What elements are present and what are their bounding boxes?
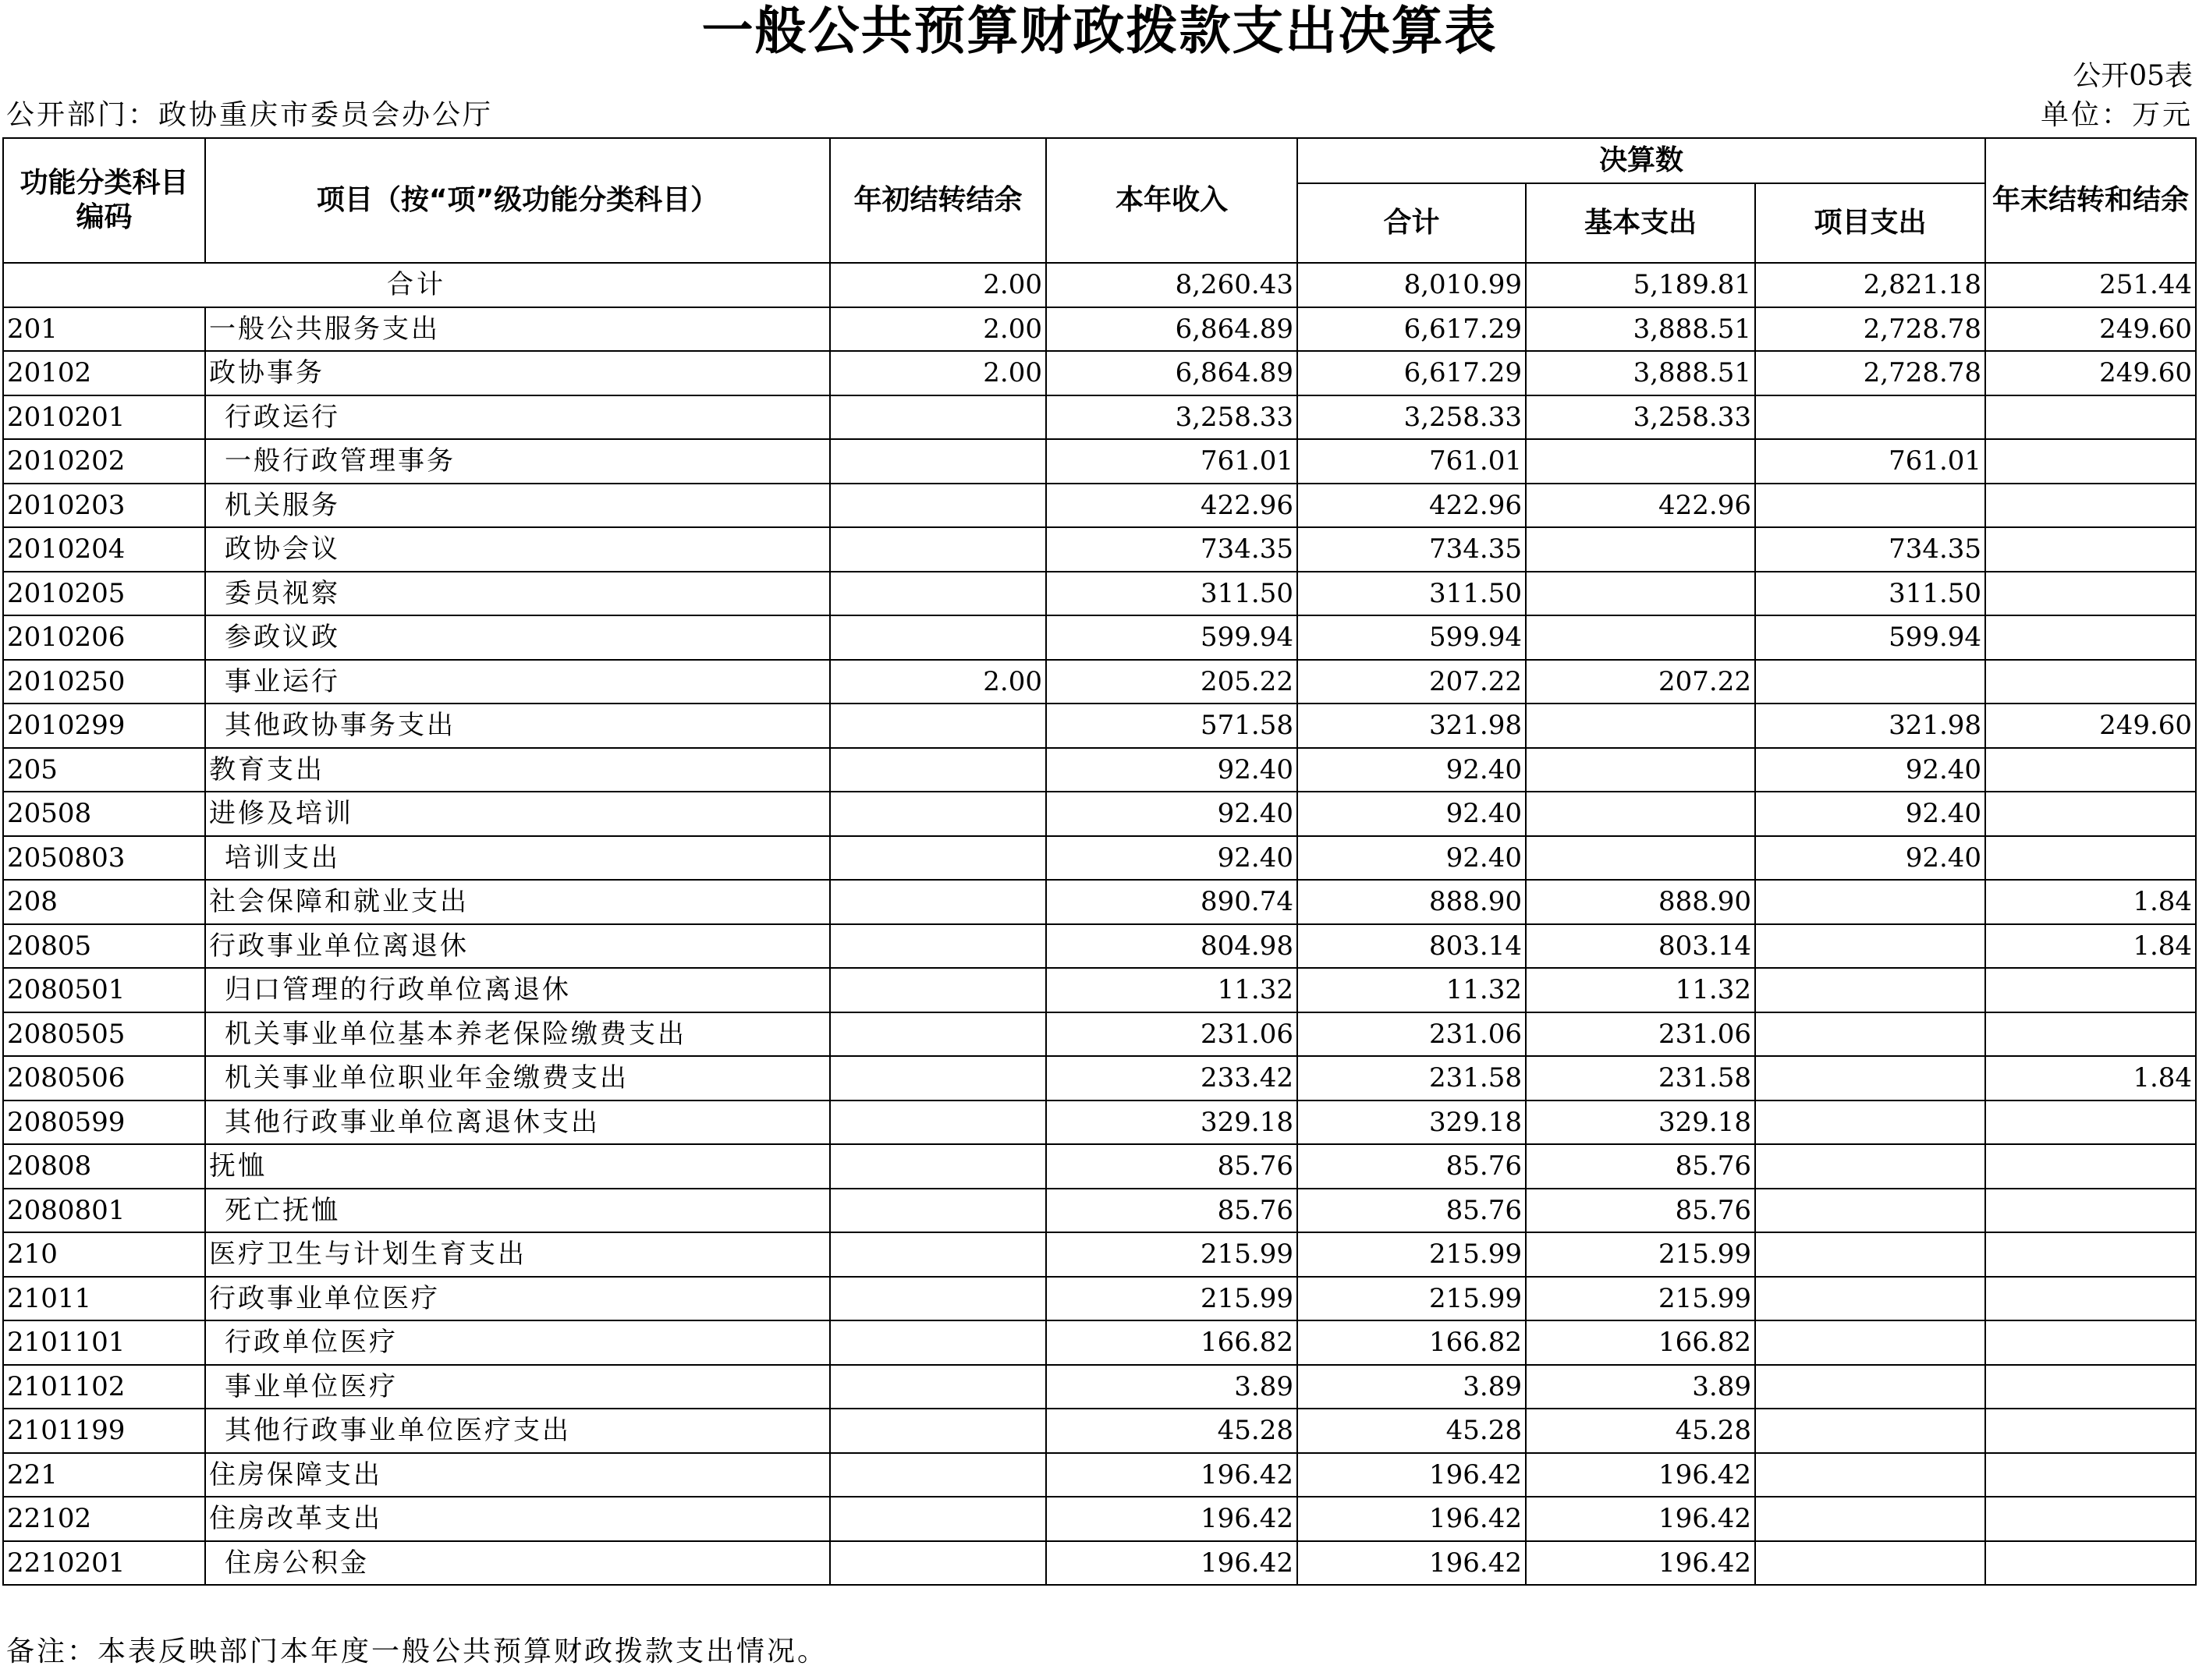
cell-basic: 11.32 [1526, 968, 1755, 1012]
cell-opening [830, 704, 1046, 748]
table-row [3, 1189, 2196, 1233]
cell-opening [830, 1365, 1046, 1409]
cell-code: 2101102 [3, 1365, 205, 1409]
cell-opening [830, 572, 1046, 616]
table-row [3, 307, 2196, 352]
cell-closing [1985, 1232, 2196, 1277]
cell-project [1755, 484, 1985, 528]
cell-total: 215.99 [1297, 1232, 1526, 1277]
table-row [3, 1409, 2196, 1453]
table-row [3, 660, 2196, 704]
cell-basic: 3.89 [1526, 1365, 1755, 1409]
cell-total: 196.42 [1297, 1541, 1526, 1586]
cell-project [1755, 880, 1985, 924]
cell-total: 6,617.29 [1297, 307, 1526, 352]
table-row [3, 527, 2196, 572]
cell-closing [1985, 968, 2196, 1012]
cell-total: 8,010.99 [1297, 263, 1526, 307]
cell-basic: 166.82 [1526, 1320, 1755, 1365]
cell-income: 166.82 [1046, 1320, 1297, 1365]
cell-basic: 85.76 [1526, 1189, 1755, 1233]
cell-code: 2010204 [3, 527, 205, 572]
table-row [3, 615, 2196, 660]
cell-item-name: 政协事务 [205, 351, 830, 395]
cell-income: 205.22 [1046, 660, 1297, 704]
cell-code: 2080505 [3, 1012, 205, 1057]
cell-total: 599.94 [1297, 615, 1526, 660]
cell-income: 8,260.43 [1046, 263, 1297, 307]
cell-closing: 1.84 [1985, 924, 2196, 969]
unit-label: 单位：万元 [2040, 99, 2193, 131]
cell-project [1755, 1056, 1985, 1101]
cell-total: 888.90 [1297, 880, 1526, 924]
cell-code: 2010250 [3, 660, 205, 704]
header-closing-balance: 年末结转和结余 [1985, 138, 2196, 263]
cell-total: 422.96 [1297, 484, 1526, 528]
cell-income: 571.58 [1046, 704, 1297, 748]
cell-income: 231.06 [1046, 1012, 1297, 1057]
cell-opening [830, 924, 1046, 969]
cell-opening [830, 880, 1046, 924]
cell-opening [830, 1144, 1046, 1189]
cell-basic: 5,189.81 [1526, 263, 1755, 307]
cell-project [1755, 1497, 1985, 1541]
cell-basic: 422.96 [1526, 484, 1755, 528]
cell-closing [1985, 1277, 2196, 1321]
cell-project: 92.40 [1755, 748, 1985, 792]
cell-item-name: 教育支出 [205, 748, 830, 792]
cell-item-name: 行政事业单位医疗 [205, 1277, 830, 1321]
total-row [3, 263, 2196, 307]
cell-income: 761.01 [1046, 439, 1297, 484]
cell-opening [830, 748, 1046, 792]
cell-closing [1985, 1453, 2196, 1497]
table-row [3, 1277, 2196, 1321]
cell-income: 6,864.89 [1046, 351, 1297, 395]
cell-item-name: 死亡抚恤 [205, 1189, 830, 1233]
cell-project [1755, 1453, 1985, 1497]
table-row [3, 704, 2196, 748]
cell-opening [830, 836, 1046, 881]
cell-basic [1526, 572, 1755, 616]
cell-income: 196.42 [1046, 1497, 1297, 1541]
cell-item-name: 其他行政事业单位离退休支出 [205, 1101, 830, 1145]
table-row [3, 1541, 2196, 1586]
table-row [3, 924, 2196, 969]
header-opening-balance: 年初结转结余 [830, 138, 1046, 263]
cell-opening: 2.00 [830, 263, 1046, 307]
cell-item-name: 进修及培训 [205, 792, 830, 836]
cell-total: 92.40 [1297, 748, 1526, 792]
cell-income: 85.76 [1046, 1189, 1297, 1233]
cell-item-name: 行政单位医疗 [205, 1320, 830, 1365]
cell-opening: 2.00 [830, 351, 1046, 395]
cell-code: 2101101 [3, 1320, 205, 1365]
cell-income: 215.99 [1046, 1232, 1297, 1277]
cell-code: 2010299 [3, 704, 205, 748]
cell-closing [1985, 748, 2196, 792]
table-row [3, 1365, 2196, 1409]
cell-basic: 85.76 [1526, 1144, 1755, 1189]
table-row [3, 395, 2196, 440]
cell-code: 2080599 [3, 1101, 205, 1145]
cell-item-name: 住房保障支出 [205, 1453, 830, 1497]
cell-code: 20102 [3, 351, 205, 395]
table-row [3, 1056, 2196, 1101]
cell-project [1755, 1277, 1985, 1321]
cell-closing: 251.44 [1985, 263, 2196, 307]
cell-income: 85.76 [1046, 1144, 1297, 1189]
cell-basic [1526, 439, 1755, 484]
cell-basic [1526, 836, 1755, 881]
cell-project: 2,821.18 [1755, 263, 1985, 307]
table-row [3, 1101, 2196, 1145]
cell-closing: 1.84 [1985, 1056, 2196, 1101]
cell-closing [1985, 572, 2196, 616]
cell-project [1755, 1189, 1985, 1233]
cell-closing [1985, 1320, 2196, 1365]
form-number: 公开05表 [2073, 60, 2193, 92]
cell-closing [1985, 1409, 2196, 1453]
cell-project: 92.40 [1755, 836, 1985, 881]
cell-opening [830, 484, 1046, 528]
cell-code: 2010206 [3, 615, 205, 660]
cell-total: 329.18 [1297, 1101, 1526, 1145]
cell-code: 20508 [3, 792, 205, 836]
cell-project: 734.35 [1755, 527, 1985, 572]
cell-opening [830, 439, 1046, 484]
cell-project [1755, 1409, 1985, 1453]
cell-item-name: 行政事业单位离退休 [205, 924, 830, 969]
cell-opening [830, 1232, 1046, 1277]
cell-income: 3.89 [1046, 1365, 1297, 1409]
cell-total: 6,617.29 [1297, 351, 1526, 395]
cell-closing: 249.60 [1985, 307, 2196, 352]
cell-code: 21011 [3, 1277, 205, 1321]
cell-opening [830, 1277, 1046, 1321]
cell-project [1755, 1541, 1985, 1586]
cell-closing [1985, 836, 2196, 881]
cell-closing [1985, 1144, 2196, 1189]
cell-basic [1526, 792, 1755, 836]
cell-income: 734.35 [1046, 527, 1297, 572]
cell-opening [830, 1320, 1046, 1365]
header-basic-expenditure: 基本支出 [1526, 183, 1755, 263]
table-row [3, 1453, 2196, 1497]
cell-total: 3.89 [1297, 1365, 1526, 1409]
cell-closing [1985, 1365, 2196, 1409]
cell-item-name: 抚恤 [205, 1144, 830, 1189]
cell-item-name: 一般行政管理事务 [205, 439, 830, 484]
cell-income: 6,864.89 [1046, 307, 1297, 352]
cell-item-name: 其他政协事务支出 [205, 704, 830, 748]
cell-code: 2010201 [3, 395, 205, 440]
cell-closing [1985, 395, 2196, 440]
cell-basic: 888.90 [1526, 880, 1755, 924]
cell-item-name: 培训支出 [205, 836, 830, 881]
cell-opening [830, 527, 1046, 572]
cell-code: 20805 [3, 924, 205, 969]
cell-code: 2080501 [3, 968, 205, 1012]
cell-income: 422.96 [1046, 484, 1297, 528]
cell-opening [830, 1189, 1046, 1233]
cell-opening [830, 395, 1046, 440]
cell-total: 92.40 [1297, 792, 1526, 836]
header-item: 项目（按“项”级功能分类科目） [205, 138, 830, 263]
header-project-expenditure: 项目支出 [1755, 183, 1985, 263]
cell-code: 2010202 [3, 439, 205, 484]
cell-total: 761.01 [1297, 439, 1526, 484]
header-total: 合计 [1297, 183, 1526, 263]
cell-item-name: 政协会议 [205, 527, 830, 572]
cell-basic: 329.18 [1526, 1101, 1755, 1145]
cell-code: 2010205 [3, 572, 205, 616]
cell-opening [830, 1497, 1046, 1541]
cell-item-name: 社会保障和就业支出 [205, 880, 830, 924]
cell-opening [830, 1012, 1046, 1057]
cell-project: 321.98 [1755, 704, 1985, 748]
cell-basic: 231.58 [1526, 1056, 1755, 1101]
total-label: 合计 [3, 263, 830, 307]
cell-closing [1985, 527, 2196, 572]
cell-code: 205 [3, 748, 205, 792]
cell-opening [830, 1409, 1046, 1453]
cell-project: 761.01 [1755, 439, 1985, 484]
cell-basic [1526, 615, 1755, 660]
cell-item-name: 一般公共服务支出 [205, 307, 830, 352]
cell-opening [830, 615, 1046, 660]
cell-closing [1985, 1012, 2196, 1057]
cell-income: 196.42 [1046, 1541, 1297, 1586]
cell-closing [1985, 1497, 2196, 1541]
department-label: 公开部门：政协重庆市委员会办公厅 [6, 99, 494, 131]
cell-income: 92.40 [1046, 792, 1297, 836]
header-income: 本年收入 [1046, 138, 1297, 263]
cell-basic: 196.42 [1526, 1497, 1755, 1541]
cell-closing [1985, 792, 2196, 836]
cell-basic: 3,888.51 [1526, 307, 1755, 352]
cell-item-name: 行政运行 [205, 395, 830, 440]
footnote: 备注：本表反映部门本年度一般公共预算财政拨款支出情况。 [6, 1636, 828, 1668]
cell-closing: 1.84 [1985, 880, 2196, 924]
cell-item-name: 住房改革支出 [205, 1497, 830, 1541]
table-row [3, 968, 2196, 1012]
table-row [3, 1320, 2196, 1365]
cell-opening [830, 1541, 1046, 1586]
cell-total: 231.06 [1297, 1012, 1526, 1057]
cell-basic [1526, 704, 1755, 748]
cell-total: 321.98 [1297, 704, 1526, 748]
cell-closing [1985, 1189, 2196, 1233]
cell-income: 233.42 [1046, 1056, 1297, 1101]
cell-basic: 215.99 [1526, 1277, 1755, 1321]
cell-code: 201 [3, 307, 205, 352]
cell-income: 45.28 [1046, 1409, 1297, 1453]
cell-closing: 249.60 [1985, 351, 2196, 395]
cell-basic: 231.06 [1526, 1012, 1755, 1057]
cell-basic: 207.22 [1526, 660, 1755, 704]
cell-basic [1526, 748, 1755, 792]
cell-project [1755, 1144, 1985, 1189]
table-row [3, 484, 2196, 528]
table-row [3, 351, 2196, 395]
page-title: 一般公共预算财政拨款支出决算表 [701, 1, 1498, 61]
cell-total: 45.28 [1297, 1409, 1526, 1453]
header-code: 功能分类科目编码 [3, 138, 205, 263]
header-final-accounts: 决算数 [1297, 138, 1985, 183]
cell-basic: 3,888.51 [1526, 351, 1755, 395]
cell-project: 599.94 [1755, 615, 1985, 660]
cell-closing [1985, 439, 2196, 484]
cell-income: 311.50 [1046, 572, 1297, 616]
cell-item-name: 医疗卫生与计划生育支出 [205, 1232, 830, 1277]
cell-opening [830, 1453, 1046, 1497]
cell-opening [830, 1056, 1046, 1101]
expenditure-table [2, 137, 2197, 1586]
cell-total: 311.50 [1297, 572, 1526, 616]
cell-income: 3,258.33 [1046, 395, 1297, 440]
cell-total: 166.82 [1297, 1320, 1526, 1365]
cell-total: 3,258.33 [1297, 395, 1526, 440]
cell-basic: 196.42 [1526, 1541, 1755, 1586]
table-row [3, 1232, 2196, 1277]
cell-code: 2101199 [3, 1409, 205, 1453]
cell-total: 196.42 [1297, 1453, 1526, 1497]
cell-item-name: 机关事业单位基本养老保险缴费支出 [205, 1012, 830, 1057]
cell-code: 2080801 [3, 1189, 205, 1233]
cell-total: 231.58 [1297, 1056, 1526, 1101]
cell-code: 22102 [3, 1497, 205, 1541]
cell-total: 85.76 [1297, 1144, 1526, 1189]
cell-project [1755, 1320, 1985, 1365]
table-row [3, 748, 2196, 792]
cell-income: 92.40 [1046, 748, 1297, 792]
table-row [3, 836, 2196, 881]
cell-closing [1985, 484, 2196, 528]
cell-income: 196.42 [1046, 1453, 1297, 1497]
table-row [3, 1144, 2196, 1189]
cell-closing [1985, 615, 2196, 660]
cell-opening [830, 968, 1046, 1012]
cell-basic: 215.99 [1526, 1232, 1755, 1277]
cell-project [1755, 660, 1985, 704]
cell-code: 221 [3, 1453, 205, 1497]
cell-total: 734.35 [1297, 527, 1526, 572]
cell-item-name: 参政议政 [205, 615, 830, 660]
cell-income: 215.99 [1046, 1277, 1297, 1321]
cell-opening: 2.00 [830, 307, 1046, 352]
cell-code: 2080506 [3, 1056, 205, 1101]
cell-item-name: 住房公积金 [205, 1541, 830, 1586]
cell-income: 804.98 [1046, 924, 1297, 969]
cell-total: 215.99 [1297, 1277, 1526, 1321]
cell-income: 329.18 [1046, 1101, 1297, 1145]
cell-code: 2210201 [3, 1541, 205, 1586]
cell-opening [830, 792, 1046, 836]
cell-opening: 2.00 [830, 660, 1046, 704]
cell-item-name: 机关服务 [205, 484, 830, 528]
table-row [3, 880, 2196, 924]
table-row [3, 1497, 2196, 1541]
cell-item-name: 机关事业单位职业年金缴费支出 [205, 1056, 830, 1101]
cell-opening [830, 1101, 1046, 1145]
cell-income: 890.74 [1046, 880, 1297, 924]
cell-item-name: 其他行政事业单位医疗支出 [205, 1409, 830, 1453]
cell-project [1755, 1232, 1985, 1277]
cell-project [1755, 395, 1985, 440]
cell-basic: 3,258.33 [1526, 395, 1755, 440]
table-row [3, 439, 2196, 484]
cell-code: 208 [3, 880, 205, 924]
cell-project [1755, 924, 1985, 969]
cell-total: 11.32 [1297, 968, 1526, 1012]
cell-total: 803.14 [1297, 924, 1526, 969]
cell-total: 196.42 [1297, 1497, 1526, 1541]
cell-basic: 196.42 [1526, 1453, 1755, 1497]
cell-closing: 249.60 [1985, 704, 2196, 748]
cell-project: 2,728.78 [1755, 351, 1985, 395]
cell-total: 92.40 [1297, 836, 1526, 881]
cell-project [1755, 1012, 1985, 1057]
cell-project [1755, 968, 1985, 1012]
cell-code: 2050803 [3, 836, 205, 881]
cell-closing [1985, 660, 2196, 704]
cell-income: 599.94 [1046, 615, 1297, 660]
cell-income: 11.32 [1046, 968, 1297, 1012]
cell-project: 2,728.78 [1755, 307, 1985, 352]
cell-closing [1985, 1541, 2196, 1586]
cell-project [1755, 1365, 1985, 1409]
cell-item-name: 委员视察 [205, 572, 830, 616]
cell-total: 85.76 [1297, 1189, 1526, 1233]
cell-code: 20808 [3, 1144, 205, 1189]
table-row [3, 572, 2196, 616]
cell-project [1755, 1101, 1985, 1145]
cell-code: 210 [3, 1232, 205, 1277]
cell-total: 207.22 [1297, 660, 1526, 704]
table-row [3, 1012, 2196, 1057]
cell-project: 311.50 [1755, 572, 1985, 616]
cell-project: 92.40 [1755, 792, 1985, 836]
cell-item-name: 归口管理的行政单位离退休 [205, 968, 830, 1012]
cell-item-name: 事业运行 [205, 660, 830, 704]
table-row [3, 792, 2196, 836]
cell-income: 92.40 [1046, 836, 1297, 881]
cell-code: 2010203 [3, 484, 205, 528]
cell-item-name: 事业单位医疗 [205, 1365, 830, 1409]
cell-closing [1985, 1101, 2196, 1145]
cell-basic: 803.14 [1526, 924, 1755, 969]
cell-basic: 45.28 [1526, 1409, 1755, 1453]
cell-basic [1526, 527, 1755, 572]
